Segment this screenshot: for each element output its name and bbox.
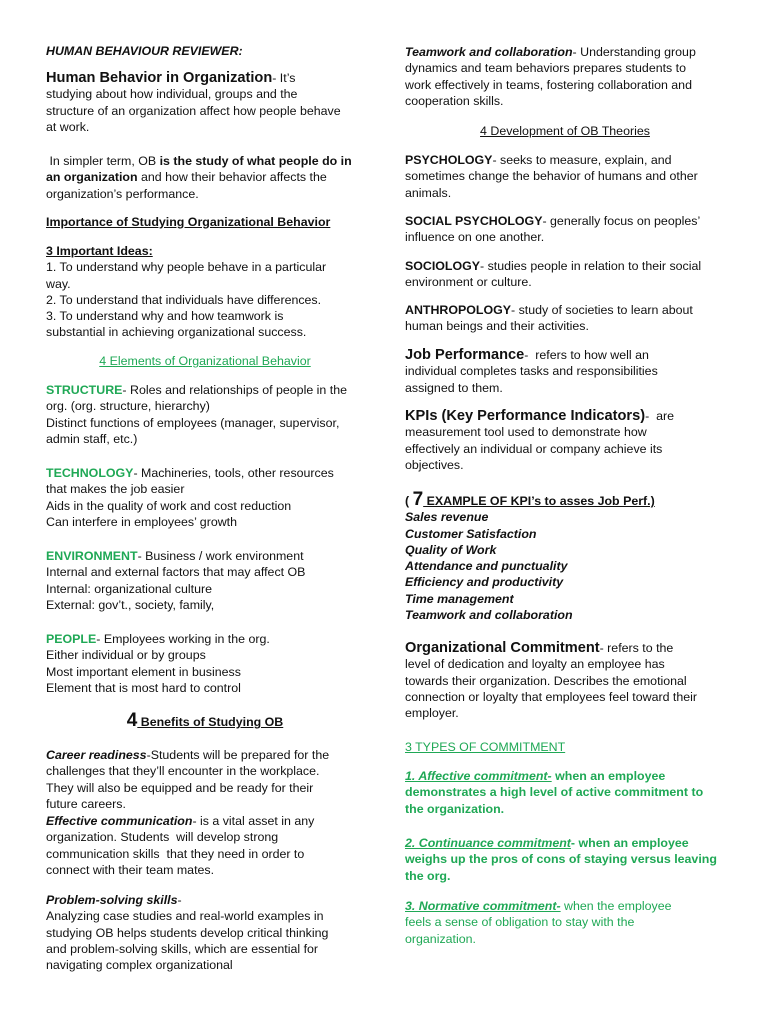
theory-psychology: PSYCHOLOGY- seeks to measure, explain, and sometimes change the behavior of humans and other animals. — [405, 153, 698, 200]
theory-sociology: SOCIOLOGY- studies people in relation to their social environment or culture. — [405, 259, 702, 290]
list-item: Efficiency and productivity — [405, 575, 564, 590]
theory-anthropology: ANTHROPOLOGY- study of societies to learn about human beings and their activities. — [405, 303, 693, 334]
ideas-list — [46, 243, 364, 341]
intro-paragraph: Human Behavior in Organization- It’s studying about how individual, groups and the structure of an organization affect how people behave at work. — [46, 70, 341, 134]
benefit-teamwork: Teamwork and collaboration- Understanding group dynamics and team behaviors prepares students to work effectively in teams, fostering collaboration and cooperation skills. — [405, 45, 696, 108]
benefits-heading: 4 Benefits of Studying OB — [126, 710, 284, 731]
commitment-normative: 3. Normative commitment- when the employee feels a sense of obligation to stay with the organization. — [405, 899, 672, 946]
organizational-commitment: Organizational Commitment- refers to the level of dedication and loyalty an employee has towards their organization. Describes the emotional connection or loyalty that employees feel toward their employer. — [405, 640, 698, 721]
list-item: Teamwork and collaboration — [405, 608, 573, 623]
list-item: Sales revenue — [405, 510, 489, 525]
list-item: Time management — [405, 591, 514, 606]
intro-term: Human Behavior in Organization — [46, 70, 273, 86]
element-environment: ENVIRONMENT- Business / work environment Internal and external factors that may affect OB Internal: organizational culture External: gov’t., society, family, — [46, 549, 306, 612]
element-structure: STRUCTURE- Roles and relationships of people in the org. (org. structure, hierarchy) Distinct functions of employees (manager, supervisor, admin staff, etc.) — [46, 383, 347, 446]
job-performance: Job Performance- refers to how well an individual completes tasks and responsibilities assigned to them. — [405, 347, 658, 395]
list-item: Attendance and punctuality — [405, 559, 568, 574]
theories-heading: 4 Development of OB Theories — [480, 124, 650, 138]
list-item: Customer Satisfaction — [405, 526, 537, 541]
element-technology: TECHNOLOGY- Machineries, tools, other resources that makes the job easier Aids in the quality of work and cost reduction Can interfere in employees’ growth — [46, 466, 334, 529]
list-item: substantial in achieving organizational success. — [46, 325, 307, 340]
commitment-types-heading: 3 TYPES OF COMMITMENT — [405, 740, 566, 754]
list-item: 3. To understand why and how teamwork is — [46, 309, 284, 324]
kpis-definition: KPIs (Key Performance Indicators)- are measurement tool used to demonstrate how effectively an individual or company achieve its objectives. — [405, 408, 674, 472]
list-item: 1. To understand why people behave in a particular — [46, 260, 327, 275]
benefit-career: Career readiness-Students will be prepared for the challenges that they’ll encounter in the workplace. They will also be equipped and be ready for their future careers. — [46, 748, 330, 811]
kpi-examples-heading: ( 7 EXAMPLE OF KPI’s to asses Job Perf.) — [405, 489, 655, 510]
benefit-problem-solving: Problem-solving skills- Analyzing case studies and real-world examples in studying OB helps students develop critical thinking and problem-solving skills, which are essential for navigating complex organizational — [46, 893, 329, 973]
commitment-continuance: 2. Continuance commitment- when an employee weighs up the pros of cons of staying versus leaving the org. — [405, 836, 717, 883]
list-item: way. — [46, 276, 71, 291]
ideas-heading: 3 Important Ideas: — [46, 244, 153, 258]
commitment-affective: 1. Affective commitment- when an employee demonstrates a high level of active commitment to the organization. — [405, 769, 704, 816]
elements-heading: 4 Elements of Organizational Behavior — [99, 354, 311, 368]
theory-social-psychology: SOCIAL PSYCHOLOGY- generally focus on peoples’ influence on one another. — [405, 214, 701, 245]
benefit-communication: Effective communication- is a vital asset in any organization. Students will develop strong communication skills that they need in order to connect with their team mates. — [46, 814, 315, 877]
simpler-paragraph: In simpler term, OB is the study of what people do in an organization and how their behavior affects the organization’s performance. — [46, 154, 352, 201]
doc-title: HUMAN BEHAVIOUR REVIEWER: — [46, 44, 243, 58]
kpi-examples — [405, 489, 725, 623]
element-people: PEOPLE- Employees working in the org. Either individual or by groups Most important element in business Element that is most hard to control — [46, 632, 270, 695]
list-item: 2. To understand that individuals have differences. — [46, 292, 322, 307]
importance-heading: Importance of Studying Organizational Behavior — [46, 215, 331, 229]
list-item: Quality of Work — [405, 542, 497, 557]
